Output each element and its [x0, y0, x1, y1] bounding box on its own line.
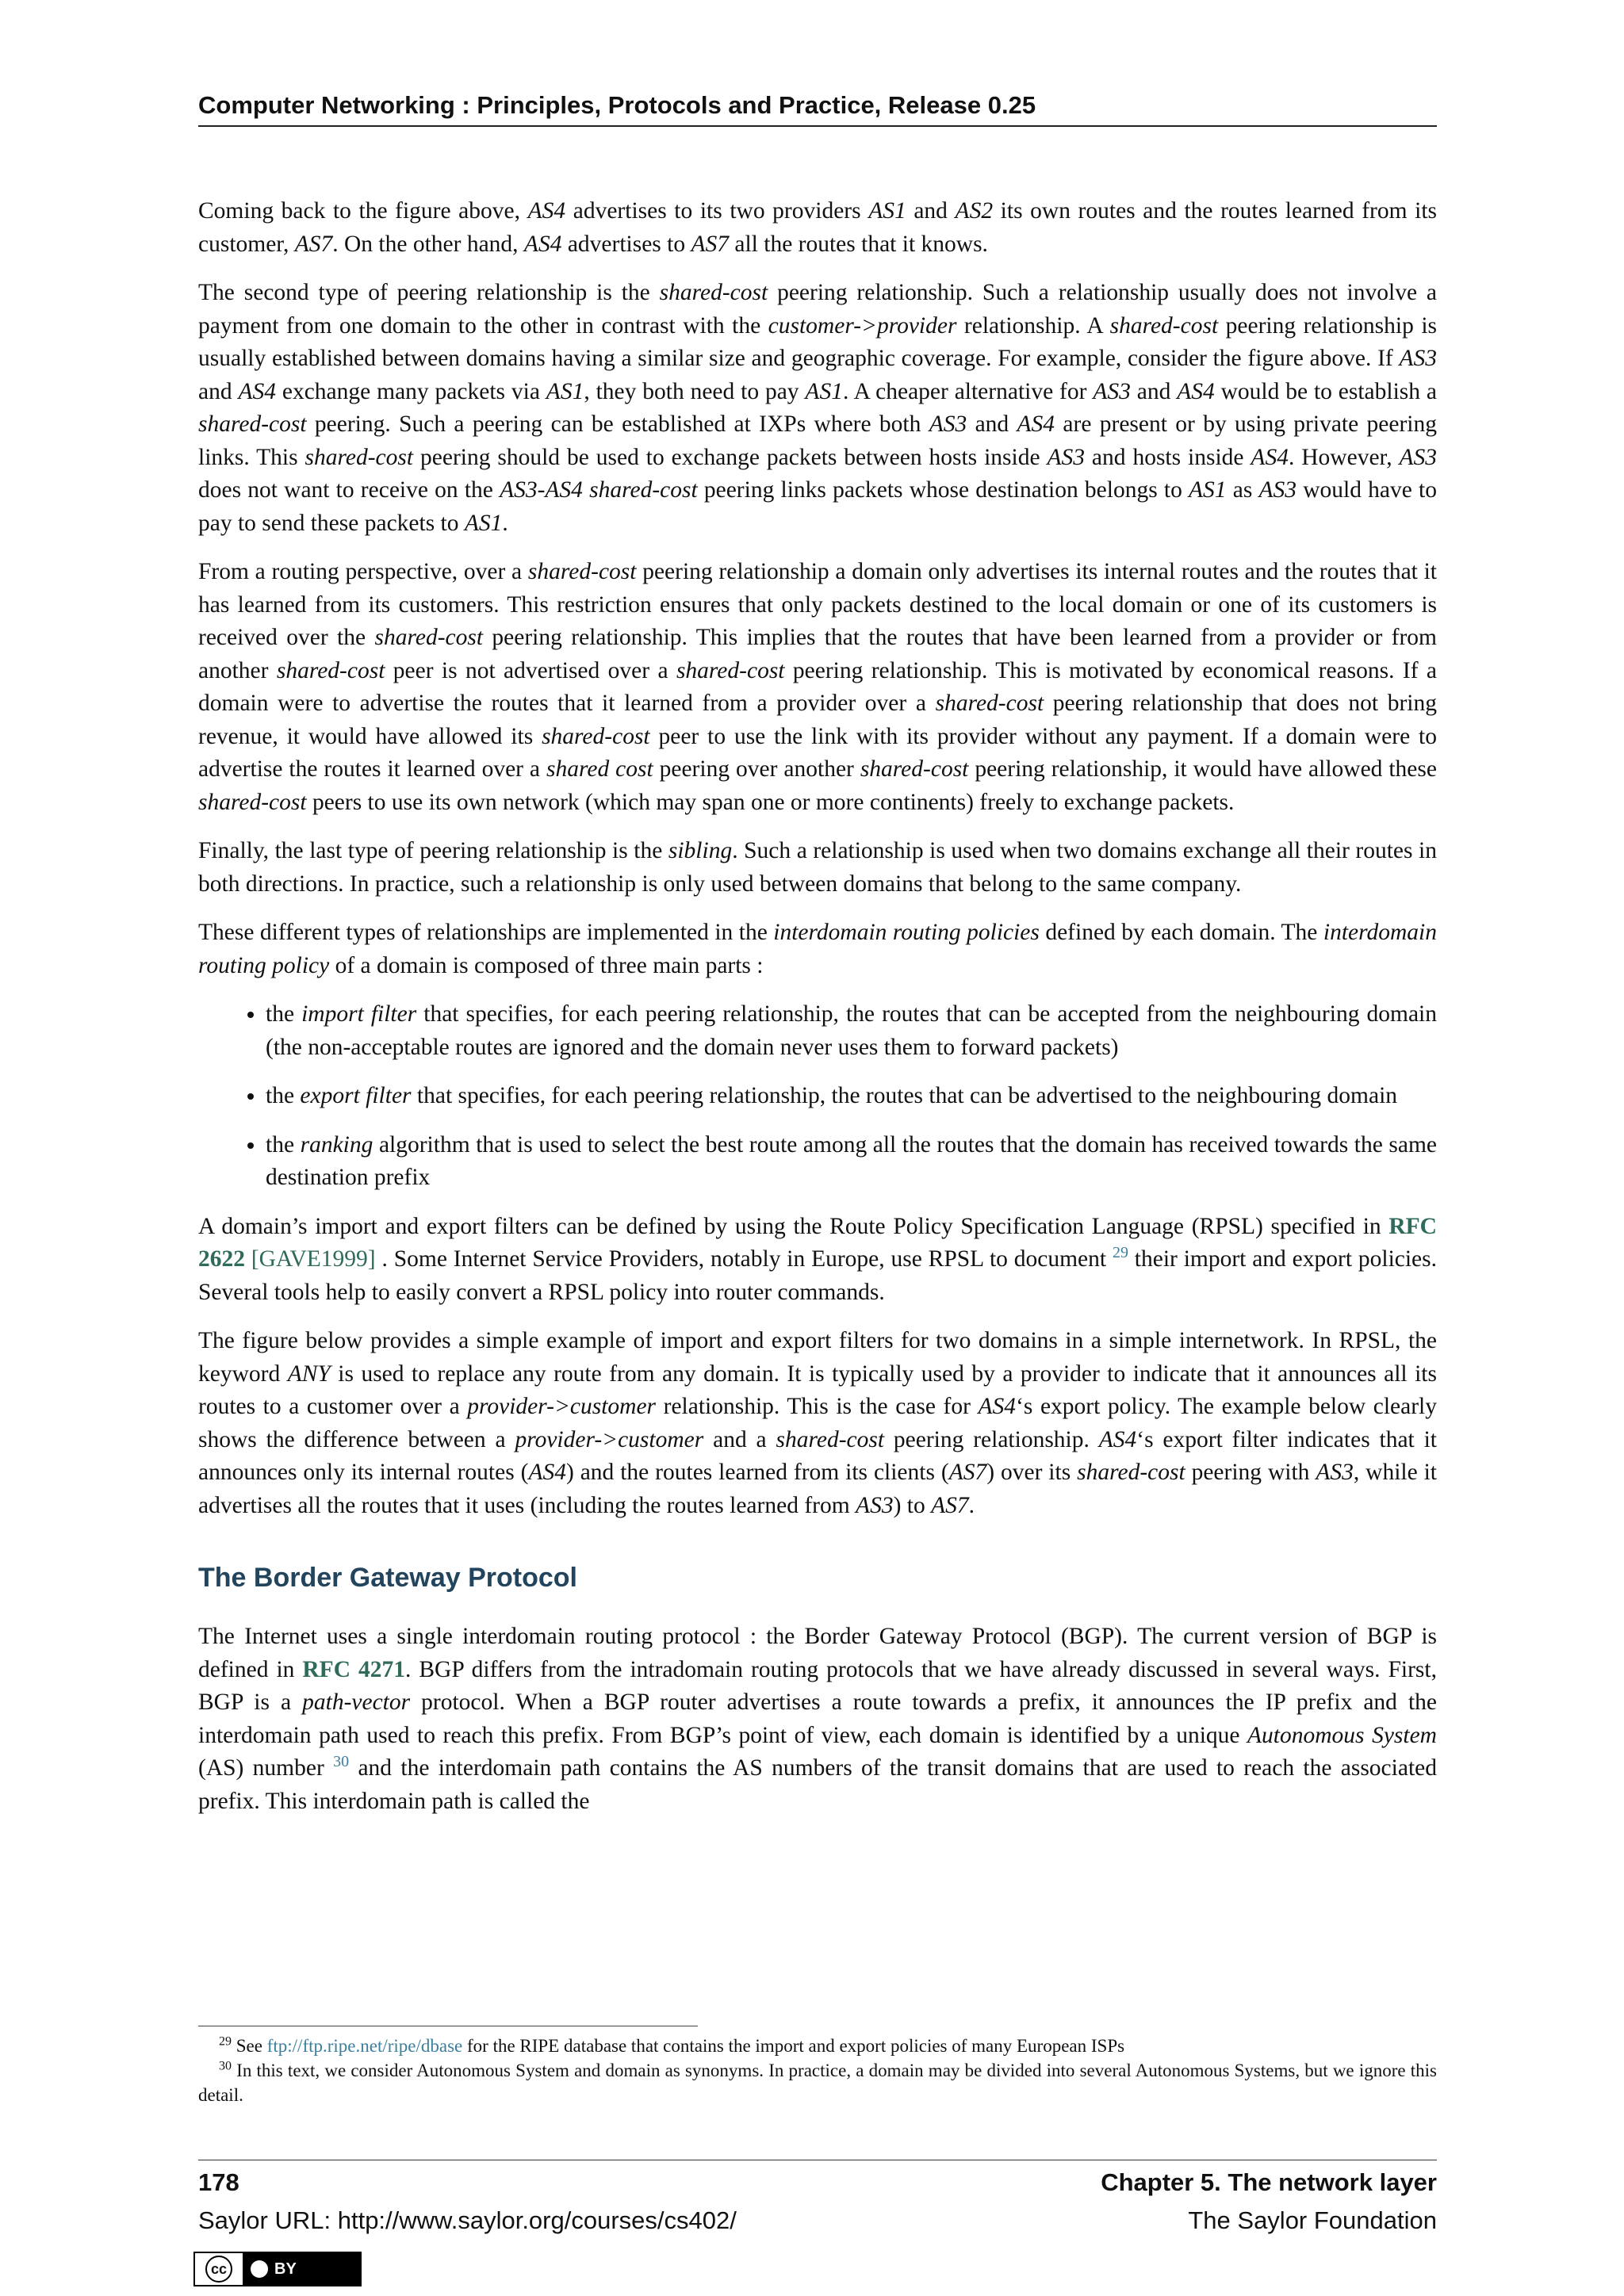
chapter-title: Chapter 5. The network layer	[1101, 2168, 1437, 2196]
running-header: Computer Networking : Principles, Protocols and Practice, Release 0.25	[198, 90, 1437, 127]
paragraph-8: The Internet uses a single interdomain routing protocol : the Border Gateway Protocol (BGP). The current version of BGP is defined in RFC 4271. BGP differs from the intradomain routing protocols that we have already discussed in several ways. First, BGP is a path-vector protocol. When a BGP router advertises a route towards a prefix, it announces the IP prefix and the interdomain path used to reach this prefix. From BGP’s point of view, each domain is identified by a unique Autonomous System (AS) number $^{30}$ and the interdomain path contains the AS numbers of the transit domains that are used to reach the associated prefix. This interdomain path is called the	[198, 1624, 1437, 1814]
footnote-30: $^{30}$ In this text, we consider Autonomous System and domain as synonyms. In practice, a domain may be divided into several Autonomous Systems, but we ignore this detail.	[198, 2059, 1437, 2105]
paragraph-3: From a routing perspective, over a shared-cost peering relationship a domain only advertises its internal routes and the routes that it has learned from its customers. This restriction ensures that only packets destined to the local domain or one of its customers is received over the shared-cost peering relationship. This implies that the routes that have been learned from a provider or from another shared-cost peer is not advertised over a shared-cost peering relationship. This is motivated by economical reasons. If a domain were to advertise the routes that it learned from a provider over a shared-cost peering relationship that does not bring revenue, it would have allowed its shared-cost peer to use the link with its provider without any payment. If a domain were to advertise the routes it learned over a shared cost peering over another shared-cost peering relationship, it would have allowed these shared-cost peers to use its own network (which may span one or more continents) freely to exchange packets.	[198, 559, 1438, 815]
paragraph-2: The second type of peering relationship is the shared-cost peering relationship. Such a relationship usually does not involve a payment from one domain to the other in contrast with the customer->provider relationship. A shared-cost peering relationship is usually established between domains having a similar size and geographic coverage. For example, consider the figure above. If AS3 and AS4 exchange many packets via AS1, they both need to pay AS1. A cheaper alternative for AS3 and AS4 would be to establish a shared-cost peering. Such a peering can be established at IXPs where both AS3 and AS4 are present or by using private peering links. This shared-cost peering should be used to exchange packets between hosts inside AS3 and hosts inside AS4. However, AS3 does not want to receive on the AS3-AS4 shared-cost peering links packets whose destination belongs to AS1 as AS3 would have to pay to send these packets to AS1.	[198, 280, 1438, 536]
list-item: • the export filter that specifies, for each peering relationship, the routes that can be advertised to the neighbouring domain	[266, 1080, 1437, 1113]
cc-by-license-badge[interactable]	[193, 2252, 362, 2286]
main-content	[198, 195, 1437, 1834]
paragraph-5: These different types of relationships are implemented in the interdomain routing policies defined by each domain. The interdomain routing policy of a domain is composed of three main parts :	[198, 920, 1437, 978]
ripe-dbase-link[interactable]: ftp://ftp.ripe.net/ripe/dbase	[266, 2036, 463, 2056]
paragraph-1: Coming back to the figure above, AS4 advertises to its two providers AS1 and AS2 its own routes and the routes learned from its customer, AS7. On the other hand, AS4 advertises to AS7 all the routes that it knows.	[198, 198, 1438, 257]
rfc-4271-link[interactable]: RFC 4271	[302, 1656, 405, 1682]
section-heading: The Border Gateway Protocol	[198, 1563, 577, 1593]
paragraph-4: Finally, the last type of peering relationship is the sibling. Such a relationship is used when two domains exchange all their routes in both directions. In practice, such a relationship is only used between domains that belong to the same company.	[198, 838, 1437, 897]
footer-primary	[198, 2168, 1437, 2197]
policy-parts-list	[198, 998, 1437, 1195]
saylor-url: Saylor URL: http://www.saylor.org/courses/cs402/	[198, 2206, 737, 2234]
citation-gave1999-link[interactable]: [GAVE1999]	[251, 1246, 376, 1272]
rfc-2622-link[interactable]: RFC 2622	[198, 1213, 1437, 1272]
cc-icon: cc	[195, 2253, 243, 2285]
paragraph-6: A domain’s import and export filters can be defined by using the Route Policy Specification Language (RPSL) specified in RFC 2622 [GAVE1999] . Some Internet Service Providers, notably in Europe, use RPSL to document $^{29}$ their import and export policies. Several tools help to easily convert a RPSL policy into router commands.	[198, 1213, 1438, 1305]
footnote-ref-30[interactable]: 30	[333, 1753, 350, 1771]
person-icon	[251, 2260, 268, 2278]
by-icon: BY	[243, 2253, 360, 2285]
foundation-name: The Saylor Foundation	[1188, 2206, 1437, 2234]
list-item: • the ranking algorithm that is used to select the best route among all the routes that the domain has received towards the same destination prefix	[266, 1129, 1437, 1195]
footnote-ref-29[interactable]: 29	[1112, 1244, 1128, 1262]
footer-secondary	[198, 2206, 1437, 2235]
page-number: 178	[198, 2168, 239, 2196]
list-item: • the import filter that specifies, for each peering relationship, the routes that can be accepted from the neighbouring domain (the non-acceptable routes are ignored and the domain never uses them to forward packets)	[266, 998, 1437, 1064]
footnotes	[198, 2034, 1437, 2107]
footnote-29: $^{29}$ See ftp://ftp.ripe.net/ripe/dbase for the RIPE database that contains the import and export policies of many European ISPs	[219, 2034, 1125, 2056]
paragraph-7: The figure below provides a simple example of import and export filters for two domains in a simple internetwork. In RPSL, the keyword ANY is used to replace any route from any domain. It is typically used by a provider to indicate that it announces all its routes to a customer over a provider->customer relationship. This is the case for AS4‘s export policy. The example below clearly shows the difference between a provider->customer and a shared-cost peering relationship. AS4‘s export filter indicates that it announces only its internal routes (AS4) and the routes learned from its clients (AS7) over its shared-cost peering with AS3, while it advertises all the routes that it uses (including the routes learned from AS3) to AS7.	[198, 1328, 1438, 1518]
